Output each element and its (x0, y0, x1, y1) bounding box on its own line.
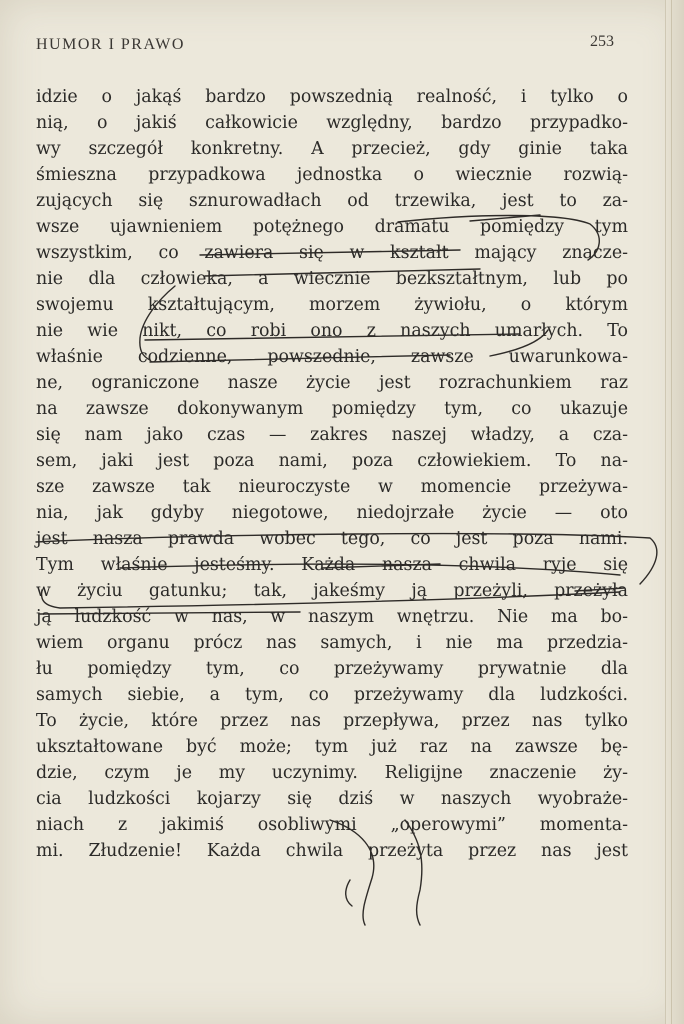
text-line: w życiu gatunku; tak, jakeśmy ją przeżyli, przeżyła (36, 581, 628, 601)
text-line: ukształtowane być może; tym już raz na zawsze bę- (36, 737, 628, 757)
text-line: nią, o jakiś całkowicie względny, bardzo przypadko- (36, 113, 628, 133)
text-line: sem, jaki jest poza nami, poza człowiekiem. To na- (36, 451, 628, 471)
text-line: Tym właśnie jesteśmy. Każda nasza chwila ryje się (36, 555, 628, 575)
text-line: ją ludzkość w nas, w naszym wnętrzu. Nie ma bo- (36, 607, 628, 627)
text-line: niach z jakimiś osobliwymi „operowymi” momenta- (36, 815, 628, 835)
text-line: wiem organu prócz nas samych, i nie ma przedzia- (36, 633, 628, 653)
text-line: samych siebie, a tym, co przeżywamy dla ludzkości. (36, 685, 628, 705)
text-line: wsze ujawnieniem potężnego dramatu pomiędzy tym (36, 217, 628, 237)
body-text (36, 84, 628, 864)
text-line: sze zawsze tak nieuroczyste w momencie przeżywa- (36, 477, 628, 497)
text-line: zujących się sznurowadłach od trzewika, jest to za- (36, 191, 628, 211)
text-line: ne, ograniczone nasze życie jest rozrachunkiem raz (36, 373, 628, 393)
text-line: idzie o jakąś bardzo powszednią realność, i tylko o (36, 87, 628, 107)
text-line: dzie, czym je my uczynimy. Religijne znaczenie ży- (36, 763, 628, 783)
text-line: się nam jako czas — zakres naszej władzy, a cza- (36, 425, 628, 445)
text-line: nia, jak gdyby niegotowe, niedojrzałe życie — oto (36, 503, 628, 523)
pencil-bracket-mark (346, 880, 352, 906)
page-number: 253 (590, 33, 614, 50)
text-line: cia ludzkości kojarzy się dziś w naszych wyobraże- (36, 789, 628, 809)
running-head: HUMOR I PRAWO (36, 36, 185, 53)
text-line: śmieszna przypadkowa jednostka o wiecznie rozwią- (36, 165, 628, 185)
page-edge (665, 0, 684, 1024)
text-line: łu pomiędzy tym, co przeżywamy prywatnie dla (36, 659, 628, 679)
text-line: wszystkim, co zawiera się w kształt mający znacze- (36, 243, 628, 263)
text-line: jest nasza prawda wobec tego, co jest poza nami. (36, 529, 628, 549)
text-line: swojemu kształtującym, morzem żywiołu, o którym (36, 295, 628, 315)
text-line: właśnie codzienne, powszednie, zawsze uwarunkowa- (36, 347, 628, 367)
text-line: nie wie nikt, co robi ono z naszych umarłych. To (36, 321, 628, 341)
text-line: wy szczegół konkretny. A przecież, gdy ginie taka (36, 139, 628, 159)
text-line: na zawsze dokonywanym pomiędzy tym, co ukazuje (36, 399, 628, 419)
text-line: mi. Złudzenie! Każda chwila przeżyta przez nas jest (36, 841, 628, 861)
text-line: To życie, które przez nas przepływa, przez nas tylko (36, 711, 628, 731)
text-line: nie dla człowieka, a wiecznie bezkształtnym, lub po (36, 269, 628, 289)
